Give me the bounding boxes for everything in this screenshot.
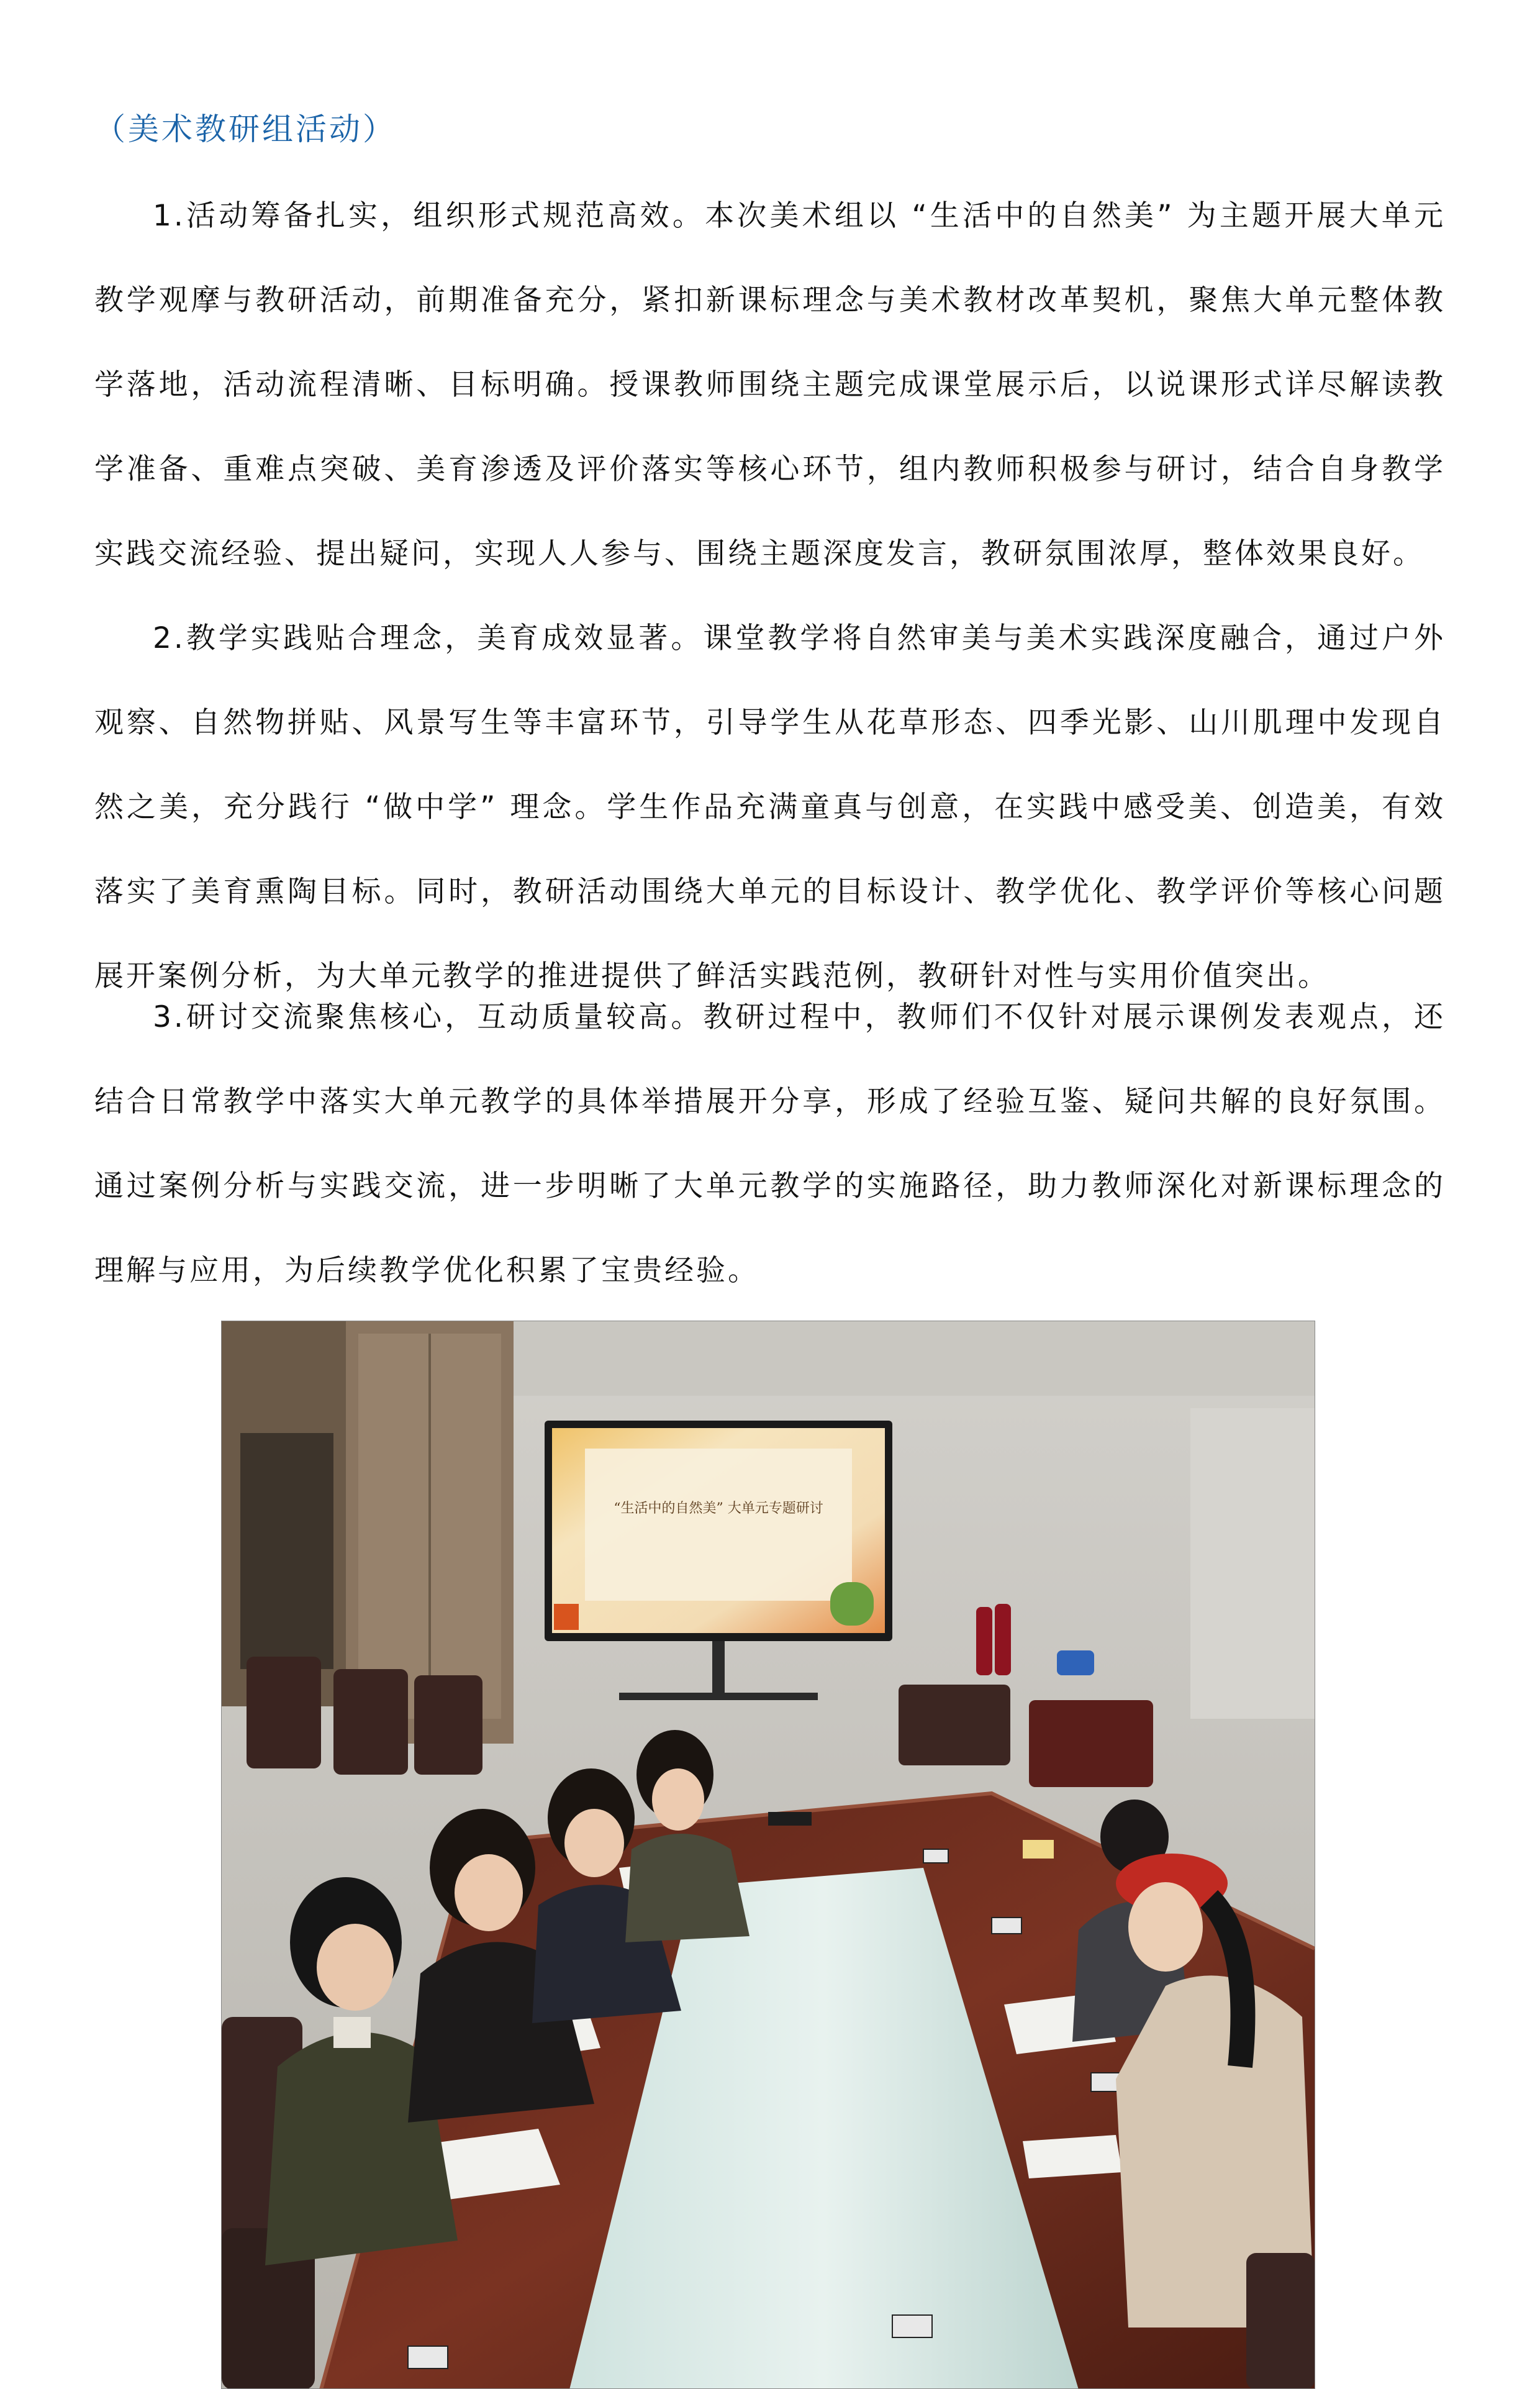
section-heading: （美术教研组活动） [94,111,396,147]
activity-photo [221,1321,1315,2389]
paragraph-1: 1.活动筹备扎实，组织形式规范高效。本次美术组以 “生活中的自然美” 为主题开展大单元教学观摩与教研活动，前期准备充分，紧扣新课标理念与美术教材改革契机，聚焦大单元整体教学落地，活动流程清晰、目标明确。授课教师围绕主题完成课堂展示后，以说课形式详尽解读教学准备、重难点突破、美育渗透及评价落实等核心环节，组内教师积极参与研讨，结合自身教学实践交流经验、提出疑问，实现人人参与、围绕主题深度发言，教研氛围浓厚，整体效果良好。 [94,199,1446,571]
paragraph-2: 2.教学实践贴合理念，美育成效显著。课堂教学将自然审美与美术实践深度融合，通过户外观察、自然物拼贴、风景写生等丰富环节，引导学生从花草形态、四季光影、山川肌理中发现自然之美，充分践行 “做中学” 理念。学生作品充满童真与创意，在实践中感受美、创造美，有效落实了美育熏陶目标。同时，教研活动围绕大单元的目标设计、教学优化、教学评价等核心问题展开案例分析，为大单元教学的推进提供了鲜活实践范例，教研针对性与实用价值突出。 [94,621,1446,993]
slide-title: “生活中的自然美” 大单元专题研讨 [614,1501,823,1516]
paragraph-3: 3.研讨交流聚焦核心，互动质量较高。教研过程中，教师们不仅针对展示课例发表观点，还结合日常教学中落实大单元教学的具体举措展开分享，形成了经验互鉴、疑问共解的良好氛围。通过案例分析与实践交流，进一步明晰了大单元教学的实施路径，助力教师深化对新课标理念的理解与应用，为后续教学优化积累了宝贵经验。 [94,1000,1446,1288]
